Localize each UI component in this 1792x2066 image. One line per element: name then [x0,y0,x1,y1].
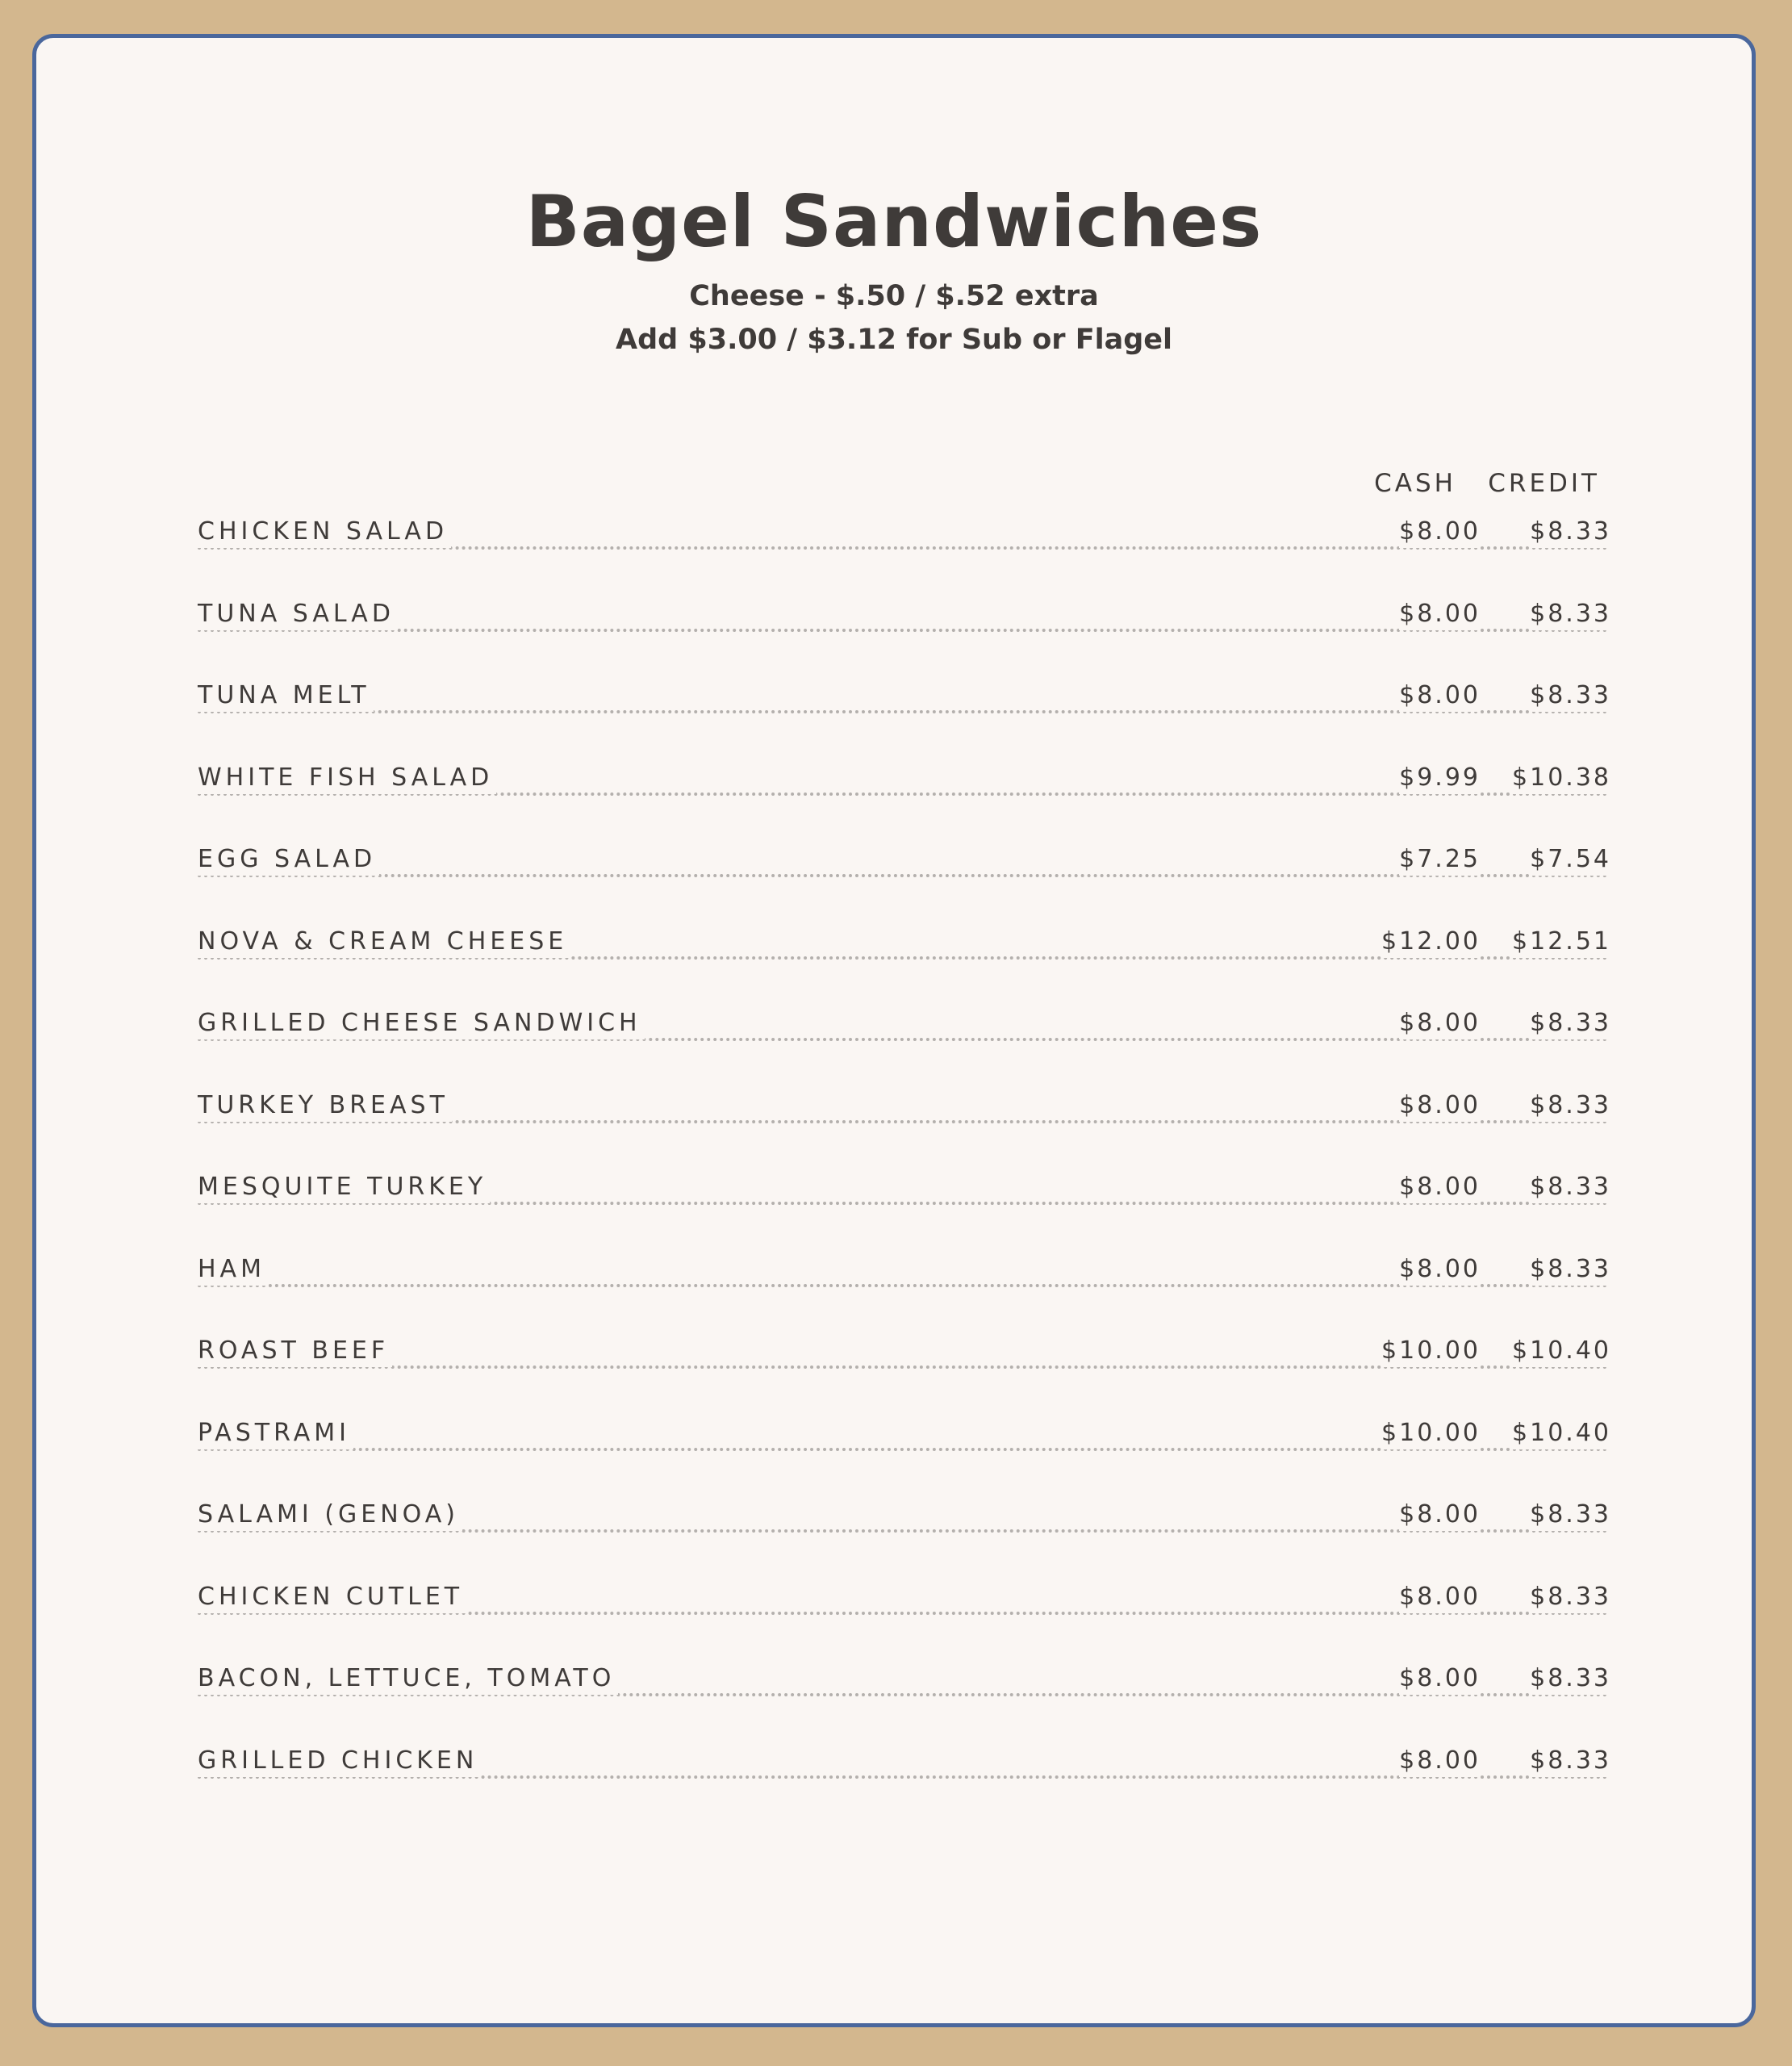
menu-item-row [198,751,1611,833]
menu-item-row [198,996,1611,1078]
cash-price: $8.00 [1399,680,1481,712]
menu-item-name: TUNA SALAD [198,598,398,630]
menu-item-row [198,1406,1611,1488]
menu-item-row [198,914,1611,997]
credit-price: $8.33 [1530,598,1611,630]
menu-item-row [198,1487,1611,1570]
menu-item-name: HAM [198,1253,269,1286]
cash-price: $8.00 [1399,516,1481,548]
dotted-leader-line [198,874,1608,877]
menu-item-name: CHICKEN SALAD [198,516,451,548]
menu-item-name: CHICKEN CUTLET [198,1581,466,1613]
menu-item-name: BACON, LETTUCE, TOMATO [198,1662,618,1695]
menu-item-name: TUNA MELT [198,680,374,712]
menu-item-name: WHITE FISH SALAD [198,762,496,794]
menu-title: Bagel Sandwiches [525,180,1263,263]
menu-item-list [198,504,1611,1815]
menu-item-row [198,1160,1611,1242]
credit-price: $10.38 [1512,762,1611,794]
menu-item-row [198,668,1611,751]
menu-item-row [198,1078,1611,1161]
credit-column-header: CREDIT [1488,469,1600,498]
cash-price: $8.00 [1399,1745,1481,1777]
menu-item-name: TURKEY BREAST [198,1089,452,1122]
cheese-note: Cheese - $.50 / $.52 extra [689,280,1099,312]
cash-price: $8.00 [1399,598,1481,630]
menu-item-row [198,1570,1611,1652]
cash-price: $7.25 [1399,843,1481,876]
menu-card [32,34,1756,2027]
cash-price: $8.00 [1399,1253,1481,1286]
credit-price: $8.33 [1530,1662,1611,1695]
cash-price: $12.00 [1381,926,1481,958]
menu-item-row [198,1324,1611,1406]
menu-item-name: MESQUITE TURKEY [198,1171,490,1203]
menu-item-name: SALAMI (GENOA) [198,1499,462,1531]
menu-item-name: PASTRAMI [198,1417,353,1449]
dotted-leader-line [198,1284,1608,1287]
credit-price: $7.54 [1530,843,1611,876]
menu-item-row [198,1651,1611,1734]
menu-item-name: GRILLED CHICKEN [198,1745,481,1777]
cash-price: $8.00 [1399,1171,1481,1203]
cash-price: $10.00 [1381,1335,1481,1367]
credit-price: $8.33 [1530,1253,1611,1286]
cash-price: $9.99 [1399,762,1481,794]
credit-price: $8.33 [1530,1089,1611,1122]
credit-price: $8.33 [1530,1581,1611,1613]
credit-price: $8.33 [1530,516,1611,548]
credit-price: $8.33 [1530,1499,1611,1531]
credit-price: $8.33 [1530,1745,1611,1777]
credit-price: $8.33 [1530,1171,1611,1203]
cash-price: $8.00 [1399,1662,1481,1695]
menu-item-name: GRILLED CHEESE SANDWICH [198,1007,645,1039]
dotted-leader-line [198,710,1608,713]
menu-item-name: NOVA & CREAM CHEESE [198,926,570,958]
menu-item-name: EGG SALAD [198,843,379,876]
credit-price: $8.33 [1530,1007,1611,1039]
credit-price: $10.40 [1512,1335,1611,1367]
menu-item-row [198,587,1611,669]
credit-price: $8.33 [1530,680,1611,712]
dotted-leader-line [198,629,1608,632]
credit-price: $12.51 [1512,926,1611,958]
menu-item-row [198,1734,1611,1816]
menu-item-row [198,504,1611,587]
cash-column-header: CASH [1374,469,1456,498]
cash-price: $8.00 [1399,1007,1481,1039]
menu-item-row [198,832,1611,914]
sub-flagel-note: Add $3.00 / $3.12 for Sub or Flagel [615,324,1173,356]
menu-item-name: ROAST BEEF [198,1335,392,1367]
cash-price: $10.00 [1381,1417,1481,1449]
cash-price: $8.00 [1399,1581,1481,1613]
menu-item-row [198,1242,1611,1324]
cash-price: $8.00 [1399,1499,1481,1531]
cash-price: $8.00 [1399,1089,1481,1122]
credit-price: $10.40 [1512,1417,1611,1449]
